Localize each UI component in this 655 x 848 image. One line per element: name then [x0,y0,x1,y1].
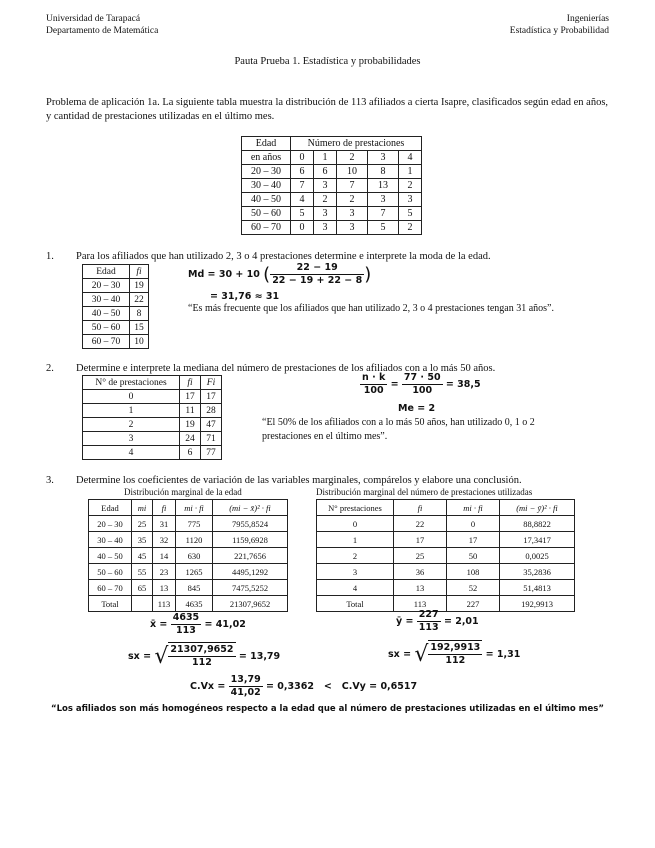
cell: 13 [368,179,399,193]
header-cell: N° de prestaciones [83,376,180,390]
q1-number: 1. [46,251,54,262]
cell: 65 [132,580,153,596]
cell: 15 [130,321,149,335]
header-left [46,13,158,37]
table-row [83,321,149,335]
cell: 77 [201,446,222,460]
header-num-prestaciones: Número de prestaciones [291,137,422,151]
table-row [317,580,575,596]
q2-table [82,375,222,460]
cell: 60 – 70 [89,580,132,596]
formula-lhs: ȳ = [396,616,414,627]
header-cell: (mi − ȳ)² · fi [516,502,558,513]
cell: 1 [399,165,422,179]
table-row [83,404,222,418]
caption-left: Distribución marginal de la edad [124,487,242,497]
cell: 2 [314,193,337,207]
table-row [83,446,222,460]
header-cell: Edad [89,500,132,516]
std-y-fraction [428,642,482,667]
position-fraction [360,372,387,397]
cell: 55 [132,564,153,580]
header-cell: fi [136,266,142,277]
cell: 50 – 60 [242,207,291,221]
table-row [242,207,422,221]
cell: 4 [83,446,180,460]
formula-lhs: sx = [388,649,412,660]
cell: 30 – 40 [83,293,130,307]
formula-result: = 41,02 [204,619,246,630]
cell: 2 [317,548,394,564]
cell: 51,4813 [500,580,575,596]
cell: 35,2836 [500,564,575,580]
header-cell: (mi − x̄)² · fi [229,502,271,513]
fraction-denominator: 113 [418,622,439,633]
fraction-numerator: 4635 [172,612,200,623]
cell: 13 [153,580,176,596]
cell: Total [317,596,394,612]
cell: 108 [447,564,500,580]
cell: 4 [317,580,394,596]
cell: 2 [337,193,368,207]
cell: 19 [130,279,149,293]
col-header: 3 [368,151,399,165]
mean-y-formula [396,609,479,634]
q2-number: 2. [46,363,54,374]
cell: 36 [394,564,447,580]
faculty-name: Ingenierías [566,14,609,24]
table-row [83,307,149,321]
age-marginal-table [88,499,288,612]
cell: 50 – 60 [89,564,132,580]
cell: 1 [317,532,394,548]
q2-text: Determine e interprete la mediana del número de prestaciones de los afiliados con a lo más 50 años. [76,363,496,374]
table-row [83,390,222,404]
fraction-denominator: 41,02 [230,687,261,698]
cell: 13 [394,580,447,596]
cell: 3 [314,207,337,221]
cell: 31 [153,516,176,532]
university-name: Universidad de Tarapacá [46,14,141,24]
header-cell: Fi [206,377,216,388]
cell: 0 [291,221,314,235]
cell: 25 [132,516,153,532]
cell: 25 [394,548,447,564]
cell: 32 [153,532,176,548]
cell: 50 – 60 [83,321,130,335]
std-x-fraction [168,644,235,669]
cell: 4 [291,193,314,207]
fraction-denominator: 112 [192,657,212,668]
cell: 71 [201,432,222,446]
cell: 8 [368,165,399,179]
cell: 3 [399,193,422,207]
department-name: Departamento de Matemática [46,26,159,36]
cell: 8 [130,307,149,321]
fraction-numerator: n · k [362,372,386,383]
table-row [242,179,422,193]
cell: 50 [447,548,500,564]
cell: 17 [447,532,500,548]
cell: 221,7656 [213,548,288,564]
cell: 40 – 50 [89,548,132,564]
table-row [242,221,422,235]
q1-mode-result: = 31,76 ≈ 31 [210,291,280,302]
cell: 0,0025 [500,548,575,564]
cell: 5 [368,221,399,235]
table-row [89,516,288,532]
q2-position-formula: $\frac{n \cdot k}{100}$ = $\frac{77 \cdot 50}{100}$ = 38,5 [362,372,481,396]
q1-mode-formula: Md = 30 + 10 ( $\frac{22 - 19}{22 - 19 + 22 - 8}$ ) [188,262,372,286]
cell: 23 [153,564,176,580]
cell: 630 [176,548,213,564]
table-row [89,548,288,564]
cell: 40 – 50 [242,193,291,207]
table-row [242,165,422,179]
page-title: Pauta Prueba 1. Estadística y probabilidades [234,56,421,67]
cell: 7475,5252 [213,580,288,596]
position-fraction-values [402,372,443,397]
cell: 3 [337,221,368,235]
table-row [242,193,422,207]
std-y-formula: sx = √ $\frac{192,9913}{112}$ = 1,31 [388,642,521,667]
cell: 4495,1292 [213,564,288,580]
cell: 17 [201,390,222,404]
cell: 3 [317,564,394,580]
table-row [89,580,288,596]
cell: 17 [180,390,201,404]
cell: 5 [399,207,422,221]
cell: 7 [368,207,399,221]
q3-text: Determine los coeficientes de variación de las variables marginales, compárelos y elabore una conclusión. [76,475,522,486]
fraction-denominator: 22 − 19 + 22 − 8 [272,275,363,286]
cell: 20 – 30 [242,165,291,179]
q3-number: 3. [46,475,54,486]
cell [132,596,153,612]
mode-fraction [270,262,364,287]
cell: 88,8822 [500,516,575,532]
cell: 1120 [176,532,213,548]
cell: 0 [83,390,180,404]
fraction-denominator: 112 [445,655,466,666]
header-cell: mi · fi [184,502,204,513]
formula-result: = 13,79 [238,651,281,662]
formula-result: = 2,01 [443,616,479,627]
cell: Total [89,596,132,612]
services-marginal-table [316,499,575,612]
header-edad: Edad [242,137,291,151]
table-row [83,418,222,432]
table-row [89,596,288,612]
table-row [317,548,575,564]
cell: 60 – 70 [83,335,130,349]
fraction-numerator: 192,9913 [430,642,481,653]
cell: 7 [337,179,368,193]
col-header: 1 [314,151,337,165]
cell: 10 [130,335,149,349]
table-row [83,335,149,349]
main-distribution-table [241,136,422,235]
cv-fraction [229,674,263,699]
cell: 20 – 30 [89,516,132,532]
col-header: 4 [399,151,422,165]
cell: 227 [447,596,500,612]
cell: 6 [180,446,201,460]
cell: 52 [447,580,500,596]
cell: 4635 [176,596,213,612]
cell: 30 – 40 [89,532,132,548]
cell: 40 – 50 [83,307,130,321]
cell: 24 [180,432,201,446]
col-header: 0 [291,151,314,165]
header-right [510,13,609,37]
col-header: 2 [337,151,368,165]
cell: 14 [153,548,176,564]
cell: 0 [317,516,394,532]
cell: 19 [180,418,201,432]
cell: 3 [83,432,180,446]
fraction-numerator: 21307,9652 [170,644,234,655]
cell: 22 [130,293,149,307]
cell: 30 – 40 [242,179,291,193]
cell: 20 – 30 [83,279,130,293]
cell: 17,3417 [500,532,575,548]
table-row [89,564,288,580]
q2-median: Me = 2 [398,403,436,414]
cell: 35 [132,532,153,548]
position-result: = 38,5 [445,379,481,390]
table-row [89,532,288,548]
q3-conclusion: “Los afiliados son más homogéneos respecto a la edad que al número de prestaciones utilizadas en el último mes” [51,704,604,714]
cell: 6 [314,165,337,179]
cell: 17 [394,532,447,548]
header-cell: fi [161,502,167,513]
formula-lhs: Md = 30 + 10 [188,269,260,280]
cell: 2 [399,179,422,193]
cell: 22 [394,516,447,532]
fraction-denominator: 100 [363,385,384,396]
cell: 113 [153,596,176,612]
cell: 3 [314,179,337,193]
table-row [83,432,222,446]
cell: 845 [176,580,213,596]
header-cell: Edad [83,265,130,279]
course-name: Estadística y Probabilidad [509,26,609,36]
q1-table [82,264,149,349]
header-edad-anos: en años [242,151,291,165]
cell: 28 [201,404,222,418]
header-cell: mi [137,502,147,513]
cell: 11 [180,404,201,418]
q2-interpretation: “El 50% de los afiliados con a lo más 50 años, han utilizado 0, 1 o 2 prestaciones en el último mes”. [262,417,535,442]
table-row [317,516,575,532]
q1-interpretation: “Es más frecuente que los afiliados que han utilizado 2, 3 o 4 prestaciones tengan 31 años”. [188,303,554,314]
mean-y-fraction [417,609,441,634]
fraction-numerator: 227 [418,609,439,620]
formula-lhs: C.Vx = [190,681,226,692]
cell: 0 [447,516,500,532]
cell: 7 [291,179,314,193]
cell: 1 [83,404,180,418]
cell: 10 [337,165,368,179]
header-cell: N° prestaciones [317,500,394,516]
cell: 1265 [176,564,213,580]
intro-paragraph: Problema de aplicación 1a. La siguiente tabla muestra la distribución de 113 afiliados a cierta Isapre, clasificados según edad en años, y cantidad de prestaciones utilizadas en el último mes. [46,97,609,122]
cell: 45 [132,548,153,564]
header-cell: fi [417,502,423,513]
caption-right: Distribución marginal del número de prestaciones utilizadas [316,487,533,497]
formula-lhs: x̄ = [150,619,168,630]
fraction-numerator: 13,79 [230,674,261,685]
cell: 47 [201,418,222,432]
mean-x-formula [150,612,246,637]
cell: 2 [83,418,180,432]
header-cell: mi · fi [463,502,483,513]
cell: 775 [176,516,213,532]
cell: 21307,9652 [213,596,288,612]
cv-comparison [190,674,417,699]
formula-result: = 0,3362 < C.Vy = 0,6517 [266,681,418,692]
cell: 3 [314,221,337,235]
cell: 113 [394,596,447,612]
cell: 3 [337,207,368,221]
formula-result: = 1,31 [485,649,521,660]
table-row [317,564,575,580]
header-cell: fi [187,377,193,388]
table-row [83,293,149,307]
cell: 7955,8524 [213,516,288,532]
fraction-denominator: 113 [176,625,196,636]
cell: 5 [291,207,314,221]
cell: 3 [368,193,399,207]
fraction-denominator: 100 [412,385,433,396]
fraction-numerator: 22 − 19 [270,262,364,275]
table-row [83,279,149,293]
table-row [317,532,575,548]
q1-text: Para los afiliados que han utilizado 2, 3 o 4 prestaciones determine e interprete la moda de la edad. [76,251,491,262]
fraction-numerator: 77 · 50 [403,372,441,383]
cell: 192,9913 [500,596,575,612]
std-x-formula: sx = √ $\frac{21307,9652}{112}$ = 13,79 [128,644,281,669]
cell: 6 [291,165,314,179]
cell: 2 [399,221,422,235]
cell: 1159,6928 [213,532,288,548]
cell: 60 – 70 [242,221,291,235]
formula-lhs: sx = [128,651,152,662]
mean-x-fraction [171,612,201,637]
